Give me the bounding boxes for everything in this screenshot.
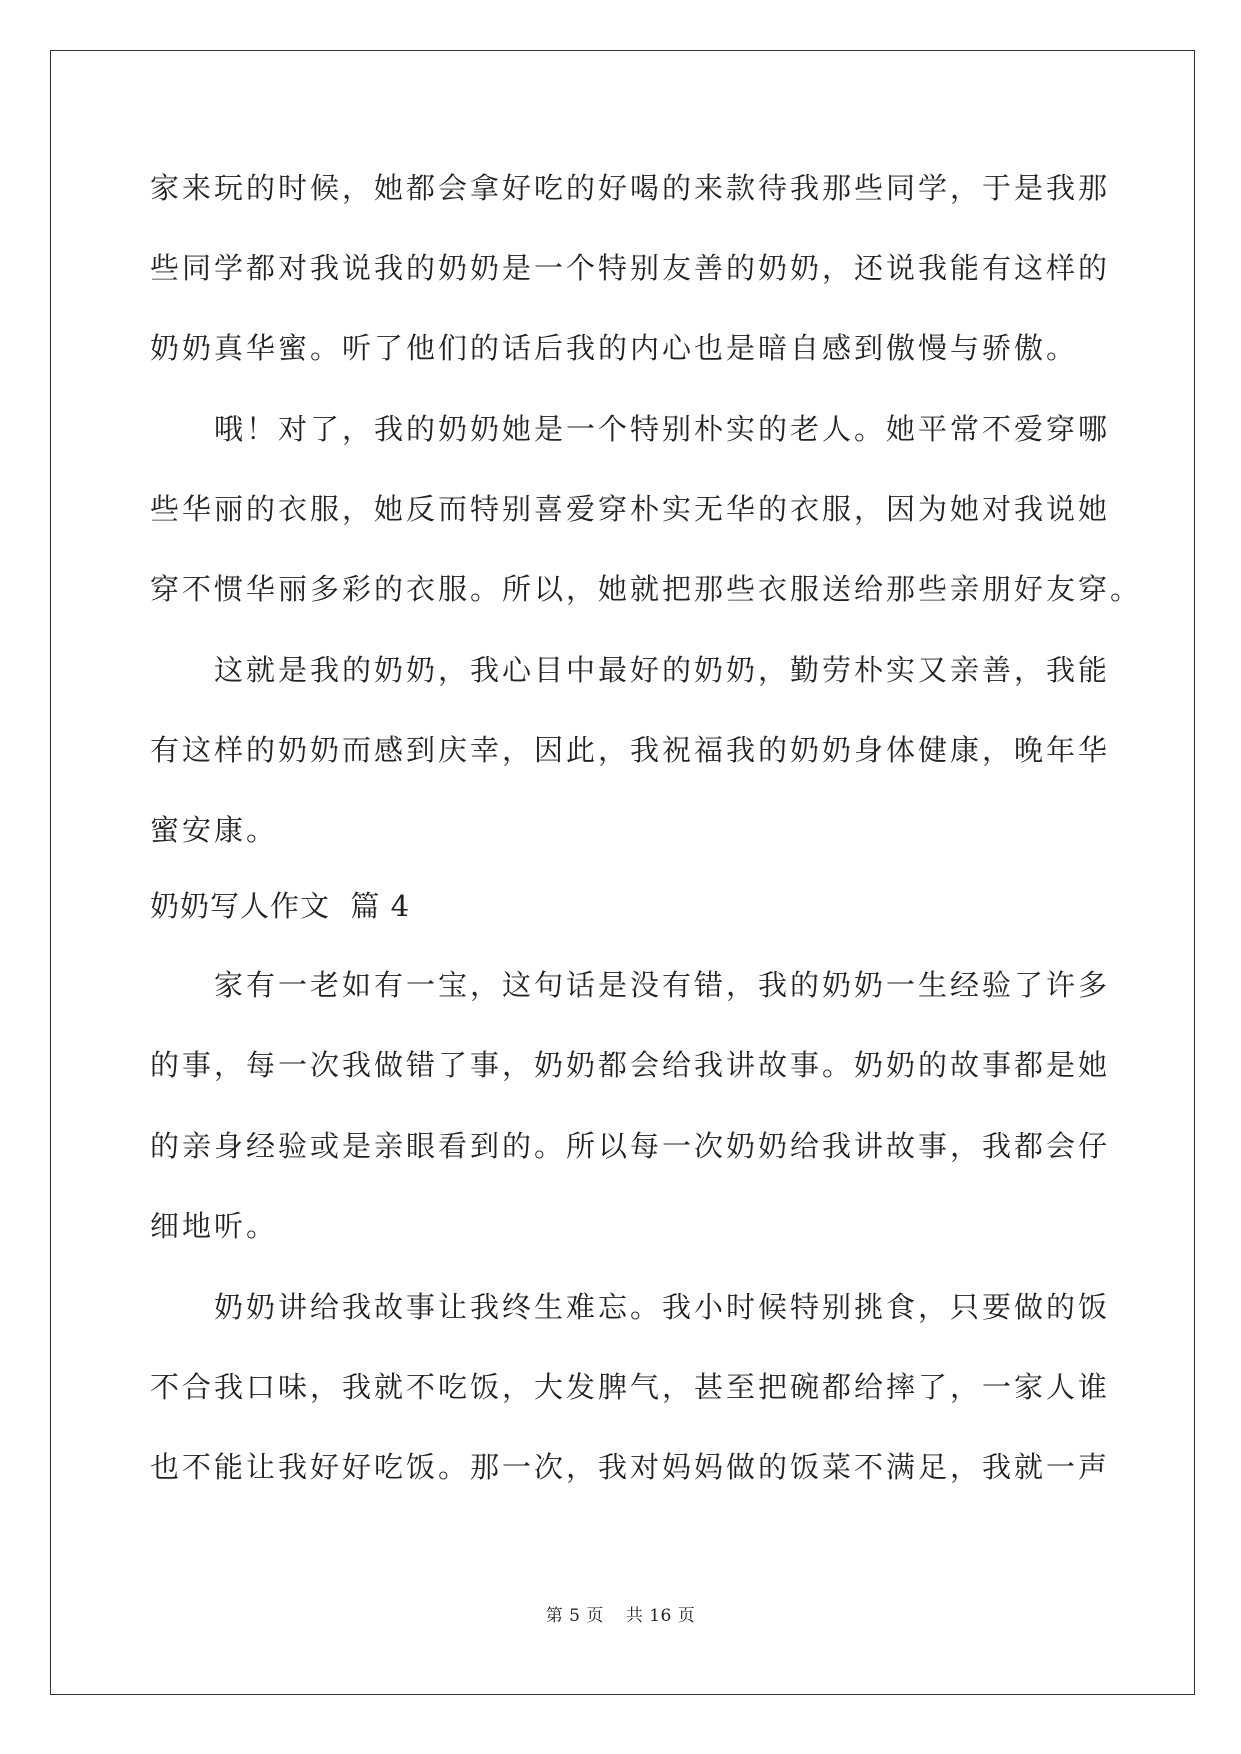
paragraph-line: 有这样的奶奶而感到庆幸，因此，我祝福我的奶奶身体健康，晚年华 <box>150 733 1111 767</box>
paragraph-line: 家有一老如有一宝，这句话是没有错，我的奶奶一生经验了许多 <box>214 968 1111 1002</box>
paragraph-line: 不合我口味，我就不吃饭，大发脾气，甚至把碗都给摔了，一家人谁 <box>150 1370 1111 1404</box>
page-footer <box>0 1601 1241 1626</box>
paragraph-line: 些同学都对我说我的奶奶是一个特别友善的奶奶，还说我能有这样的 <box>150 251 1111 285</box>
paragraph-line: 些华丽的衣服，她反而特别喜爱穿朴实无华的衣服，因为她对我说她 <box>150 492 1111 526</box>
paragraph-line: 穿不惯华丽多彩的衣服。所以，她就把那些衣服送给那些亲朋好友穿。 <box>150 572 1143 606</box>
paragraph-line: 奶奶讲给我故事让我终生难忘。我小时候特别挑食，只要做的饭 <box>214 1290 1111 1324</box>
page-number: 第 5 页 <box>545 1606 604 1626</box>
paragraph-line: 的事，每一次我做错了事，奶奶都会给我讲故事。奶奶的故事都是她 <box>150 1048 1111 1082</box>
paragraph-line: 的亲身经验或是亲眼看到的。所以每一次奶奶给我讲故事，我都会仔 <box>150 1129 1111 1163</box>
paragraph-line: 哦！对了，我的奶奶她是一个特别朴实的老人。她平常不爱穿哪 <box>214 412 1111 446</box>
paragraph-line: 也不能让我好好吃饭。那一次，我对妈妈做的饭菜不满足，我就一声 <box>150 1450 1111 1484</box>
paragraph-line: 蜜安康。 <box>150 813 279 847</box>
paragraph-line: 这就是我的奶奶，我心目中最好的奶奶，勤劳朴实又亲善，我能 <box>214 653 1111 687</box>
paragraph-line: 家来玩的时候，她都会拿好吃的好喝的来款待我那些同学，于是我那 <box>150 171 1111 205</box>
section-heading: 奶奶写人作文 篇 4 <box>150 889 411 923</box>
paragraph-line: 细地听。 <box>150 1209 279 1243</box>
paragraph-line: 奶奶真华蜜。听了他们的话后我的内心也是暗自感到傲慢与骄傲。 <box>150 331 1079 365</box>
page-total: 共 16 页 <box>625 1606 696 1626</box>
